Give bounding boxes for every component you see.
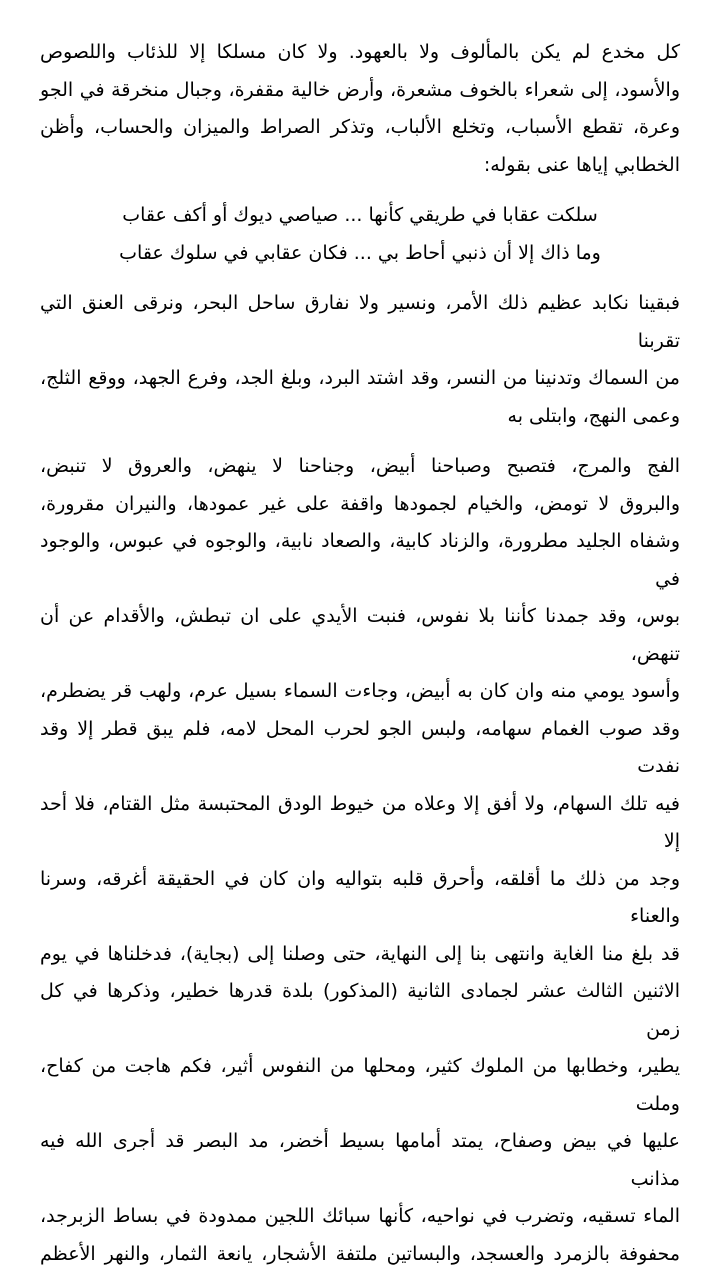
text-line: وجد من ذلك ما أقلقه، وأحرق قلبه بتواليه وان كان في الحقيقة أغرقه، وسرنا والعناء [40,861,680,936]
paragraph-sea-journey [40,285,680,435]
text-line: من السماك وتدنينا من النسر، وقد اشتد البرد، وبلغ الجد، وفرع الجهد، ووقع الثلج، [40,360,680,398]
text-line: كل مخدع لم يكن بالمألوف ولا بالعهود. ولا كان مسلكا إلا للذئاب واللصوص [40,34,680,72]
text-line: الاثنين الثالث عشر لجمادى الثانية (المذكور) بلدة قدرها خطير، وذكرها في كل زمن [40,973,680,1048]
text-line: وقد صوب الغمام سهامه، ولبس الجو لحرب المحل لامه، فلم يبق قطر إلا وقد نفدت [40,711,680,786]
text-line: والأسود، إلى شعراء بالخوف مشعرة، وأرض خالية مقفرة، وجبال منخرقة في الجو [40,72,680,110]
verse-line: وما ذاك إلا أن ذنبي أحاط بي ... فكان عقابي في سلوك عقاب [40,235,680,273]
text-line: الفج والمرج، فتصبح وصباحنا أبيض، وجناحنا لا ينهض، والعروق لا تنبض، [40,448,680,486]
text-line: فيه تلك السهام، ولا أفق إلا وعلاه من خيوط الودق المحتبسة مثل القتام، فلا أحد إلا [40,786,680,861]
text-line: وشفاه الجليد مطرورة، والزناد كابية، والصعاد نابية، والوجوه في عبوس، والوجود في [40,523,680,598]
verse-line: سلكت عقابا في طريقي كأنها ... صياصي ديوك أو أكف عقاب [40,197,680,235]
paragraph-bejaia-description [40,448,680,1273]
text-line: عليها في بيض وصفاح، يمتد أمامها بسيط أخضر، مد البصر قد أجرى الله فيه مذانب [40,1123,680,1198]
text-line: وعرة، تقطع الأسباب، وتخلع الألباب، وتذكر الصراط والميزان والحساب، وأظن [40,109,680,147]
text-line: بوس، وقد جمدنا كأننا بلا نفوس، فنبت الأيدي على ان تبطش، والأقدام عن أن تنهض، [40,598,680,673]
text-line: وعمى النهج، وابتلى به [40,398,680,436]
text-line: الماء تسقيه، وتضرب في نواحيه، كأنها سبائك اللجين ممدودة في بساط الزبرجد، [40,1198,680,1236]
text-line: وأسود يومي منه وان كان به أبيض، وجاءت السماء بسيل عرم، ولهب قر يضطرم، [40,673,680,711]
verse-couplet [40,197,680,272]
text-line: يطير، وخطابها من الملوك كثير، ومحلها من النفوس أثير، فكم هاجت من كفاح، وملت [40,1048,680,1123]
paragraph-opening [40,34,680,184]
text-line: فبقينا نكابد عظيم ذلك الأمر، ونسير ولا نفارق ساحل البحر، ونرقى العنق التي تقربنا [40,285,680,360]
text-line: قد بلغ منا الغاية وانتهى بنا إلى النهاية، حتى وصلنا إلى (بجاية)، فدخلناها في يوم [40,936,680,974]
text-line: والبروق لا تومض، والخيام لجمودها واقفة على غير عمودها، والنيران مقرورة، [40,486,680,524]
text-line: الخطابي إياها عنى بقوله: [40,147,680,185]
text-line: محفوفة بالزمرد والعسجد، والبساتين ملتفة الأشجار، يانعة الثمار، والنهر الأعظم [40,1236,680,1273]
